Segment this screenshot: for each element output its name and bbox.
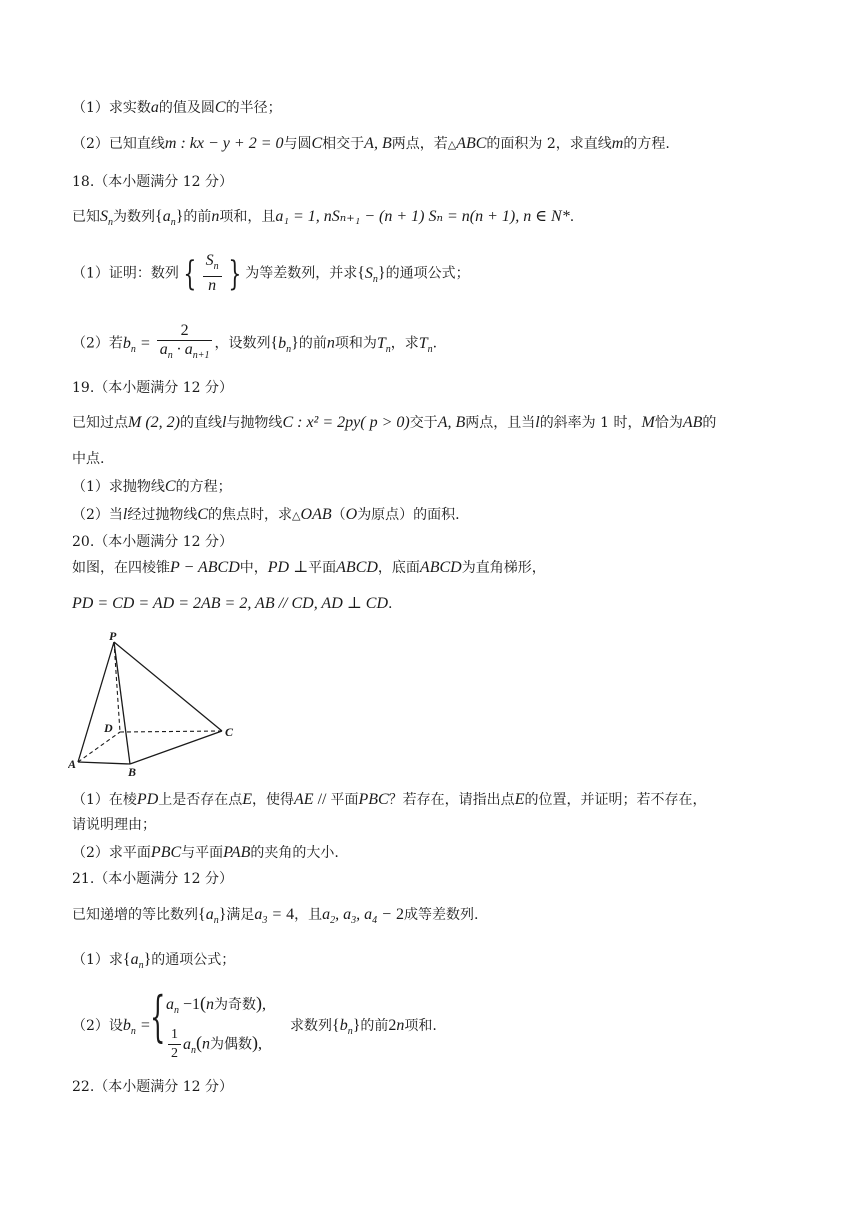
q19-stem-cont: 中点. xyxy=(72,451,105,467)
q19-part1: （1）求抛物线C的方程； xyxy=(72,478,232,495)
q21-header: 21.（本小题满分 12 分） xyxy=(72,871,233,887)
q20-part1-cont: 请说明理由； xyxy=(72,817,156,833)
q21-stem: 已知递增的等比数列$\{a_n\}$满足$a_3 = 4$，且$a_2$, $a_3$, $a_4 - 2$成等差数列. xyxy=(72,906,479,927)
q18-stem: 已知$S_n$为数列$\{a_n\}$的前n项和，且a₁ = 1, nSₙ₊₁ − (n + 1) Sₙ = n(n + 1), n ∈ N*. xyxy=(72,208,575,229)
q17-part1: （1）求实数a的值及圆C的半径； xyxy=(72,99,282,116)
edge-AD xyxy=(78,732,120,762)
q21-part2-tail: 求数列$\{b_n\}$的前2n项和. xyxy=(290,1017,437,1038)
piecewise-brace: { xyxy=(150,985,166,1048)
q20-part1: （1）在棱PD上是否存在点E，使得AE // 平面PBC？若存在，请指出点E的位置，并证明；若不存在， xyxy=(72,791,707,808)
q20-stem: 如图，在四棱锥P − ABCD中，PD ⊥平面ABCD，底面ABCD为直角梯形， xyxy=(72,559,546,576)
edge-PA xyxy=(78,642,114,762)
q19-header: 19.（本小题满分 12 分） xyxy=(72,380,233,396)
q19-stem: 已知过点M (2, 2)的直线l与抛物线C : x² = 2py( p > 0)交于A, B两点，且当l的斜率为 1 时，M恰为AB的 xyxy=(72,414,717,431)
label-B: B xyxy=(128,765,137,778)
q17-part2: （2）已知直线m : kx − y + 2 = 0与圆C相交于A, B两点，若△ABC的面积为 2，求直线m的方程. xyxy=(72,135,670,152)
q18-header: 18.（本小题满分 12 分） xyxy=(72,174,233,190)
pyramid-figure xyxy=(68,628,238,778)
edge-DC xyxy=(120,731,222,732)
label-P: P xyxy=(109,629,117,643)
label-C: C xyxy=(225,725,234,739)
q20-conditions: PD = CD = AD = 2AB = 2, AB // CD, AD ⊥ CD. xyxy=(72,595,393,612)
q18-part2: （2）若$b_n$ = $\frac{2}{a_n \cdot a_{n+1}}$ ，设数列$\{b_n\}$的前n项和为$T_n$，求$T_n$. xyxy=(72,322,438,362)
q18-part1: （1）证明：数列 { $\frac{S_n}{n}$ } 为等差数列，并求$\{S_n\}$的通项公式； xyxy=(72,252,470,295)
q22-header: 22.（本小题满分 12 分） xyxy=(72,1079,233,1095)
edge-BC xyxy=(130,731,222,764)
edge-PC xyxy=(114,642,222,731)
q21-case1: $a_n -1(n$为奇数), xyxy=(166,993,267,1017)
edge-PD xyxy=(114,642,120,732)
q20-part2: （2）求平面PBC与平面PAB的夹角的大小. xyxy=(72,844,339,861)
label-D: D xyxy=(104,721,113,735)
edge-PB xyxy=(114,642,130,764)
q21-case2: $\frac{1}{2}$ $a_n(n$为偶数), xyxy=(166,1026,262,1063)
q21-part2-label: （2）设$b_n$ = xyxy=(72,1017,151,1038)
edge-AB xyxy=(78,762,130,764)
label-A: A xyxy=(68,757,77,771)
q21-part1: （1）求$\{a_n\}$的通项公式； xyxy=(72,951,236,972)
q20-header: 20.（本小题满分 12 分） xyxy=(72,534,233,550)
q19-part2: （2）当l经过抛物线C的焦点时，求△OAB（O为原点）的面积. xyxy=(72,506,460,523)
